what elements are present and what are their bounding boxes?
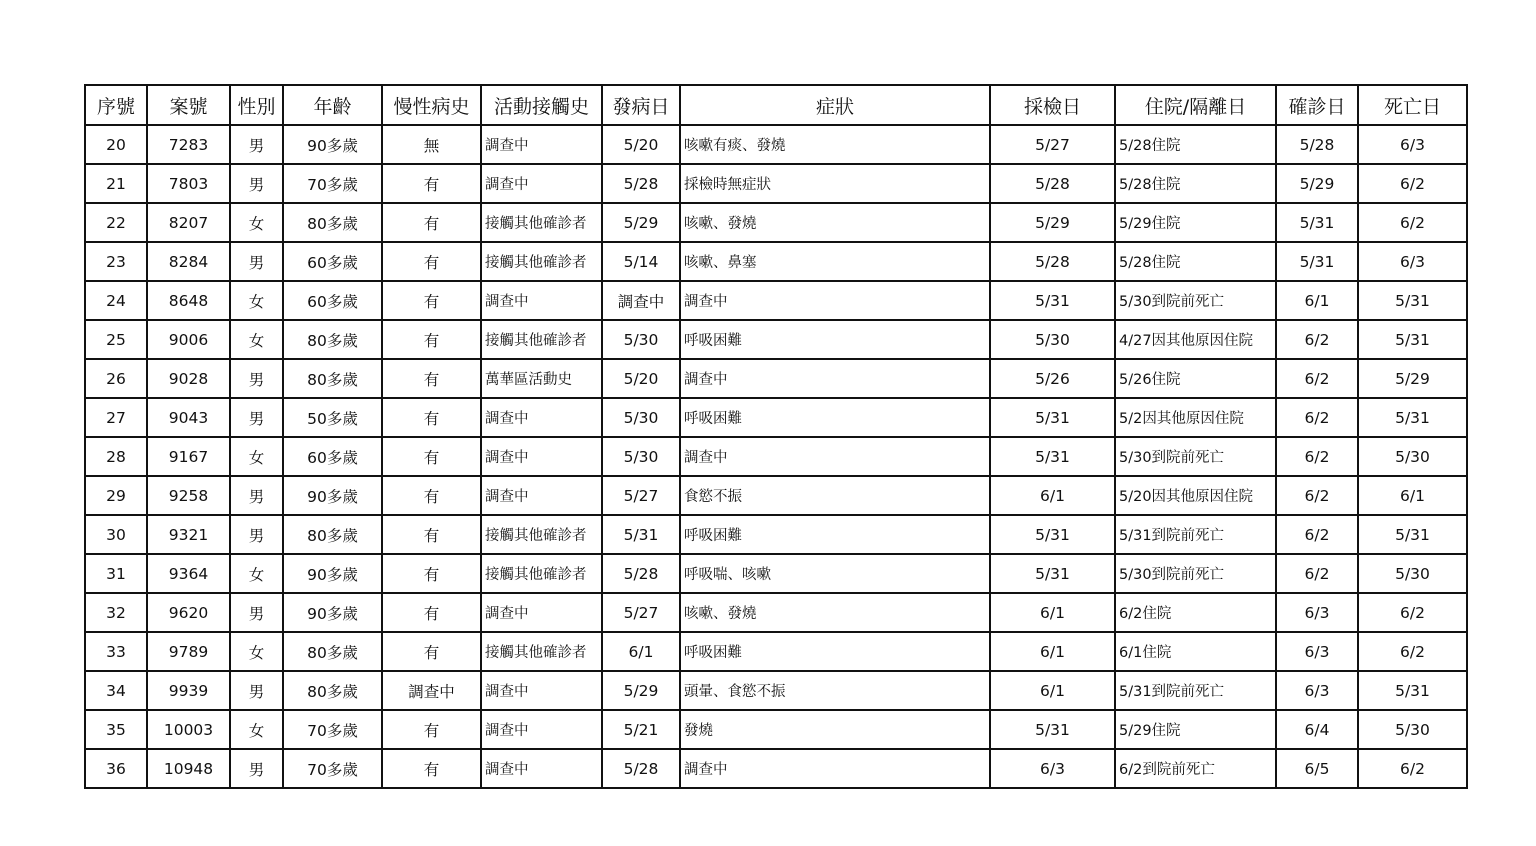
contact-history-cell: 調查中 [481,671,602,710]
table-row [85,593,1467,632]
header-onset-date: 發病日 [602,85,680,125]
case-no-cell: 9258 [147,476,230,515]
header-serial-no: 序號 [85,85,147,125]
table-row [85,632,1467,671]
symptoms-cell: 食慾不振 [680,476,990,515]
header-case-no: 案號 [147,85,230,125]
age-cell: 80多歲 [283,671,382,710]
symptoms-cell: 咳嗽有痰、發燒 [680,125,990,164]
table-header-row [85,85,1467,125]
onset-date-cell: 5/27 [602,476,680,515]
death-date-cell: 5/30 [1358,710,1467,749]
chronic-disease-cell: 有 [382,281,481,320]
confirmed-date-cell: 6/3 [1276,593,1358,632]
test-date-cell: 6/1 [990,671,1115,710]
confirmed-date-cell: 5/28 [1276,125,1358,164]
hospitalization-cell: 6/2到院前死亡 [1115,749,1276,788]
sex-cell: 女 [230,554,283,593]
onset-date-cell: 5/28 [602,164,680,203]
symptoms-cell: 調查中 [680,281,990,320]
table-row [85,203,1467,242]
confirmed-date-cell: 6/2 [1276,398,1358,437]
confirmed-date-cell: 6/2 [1276,359,1358,398]
contact-history-cell: 接觸其他確診者 [481,632,602,671]
hospitalization-cell: 5/28住院 [1115,164,1276,203]
header-sex: 性別 [230,85,283,125]
serial-no-cell: 24 [85,281,147,320]
death-date-cell: 6/2 [1358,632,1467,671]
contact-history-cell: 調查中 [481,710,602,749]
test-date-cell: 5/27 [990,125,1115,164]
table-row [85,242,1467,281]
onset-date-cell: 5/29 [602,671,680,710]
onset-date-cell: 5/20 [602,125,680,164]
sex-cell: 男 [230,749,283,788]
test-date-cell: 5/26 [990,359,1115,398]
confirmed-date-cell: 6/3 [1276,632,1358,671]
age-cell: 80多歲 [283,203,382,242]
hospitalization-cell: 5/28住院 [1115,242,1276,281]
sex-cell: 女 [230,203,283,242]
chronic-disease-cell: 有 [382,554,481,593]
symptoms-cell: 發燒 [680,710,990,749]
death-date-cell: 5/31 [1358,671,1467,710]
case-no-cell: 9043 [147,398,230,437]
contact-history-cell: 調查中 [481,749,602,788]
sex-cell: 女 [230,710,283,749]
death-date-cell: 5/31 [1358,398,1467,437]
onset-date-cell: 調查中 [602,281,680,320]
test-date-cell: 5/31 [990,281,1115,320]
case-no-cell: 8284 [147,242,230,281]
test-date-cell: 5/31 [990,398,1115,437]
onset-date-cell: 6/1 [602,632,680,671]
contact-history-cell: 接觸其他確診者 [481,242,602,281]
sex-cell: 女 [230,281,283,320]
table-row [85,359,1467,398]
symptoms-cell: 呼吸喘、咳嗽 [680,554,990,593]
chronic-disease-cell: 有 [382,359,481,398]
sex-cell: 男 [230,398,283,437]
contact-history-cell: 調查中 [481,476,602,515]
chronic-disease-cell: 調查中 [382,671,481,710]
age-cell: 80多歲 [283,632,382,671]
sex-cell: 女 [230,437,283,476]
contact-history-cell: 調查中 [481,164,602,203]
onset-date-cell: 5/28 [602,554,680,593]
symptoms-cell: 採檢時無症狀 [680,164,990,203]
age-cell: 60多歲 [283,242,382,281]
sex-cell: 男 [230,164,283,203]
symptoms-cell: 咳嗽、鼻塞 [680,242,990,281]
confirmed-date-cell: 6/5 [1276,749,1358,788]
hospitalization-cell: 5/30到院前死亡 [1115,437,1276,476]
hospitalization-cell: 5/28住院 [1115,125,1276,164]
case-no-cell: 8207 [147,203,230,242]
sex-cell: 女 [230,320,283,359]
age-cell: 80多歲 [283,320,382,359]
age-cell: 60多歲 [283,437,382,476]
chronic-disease-cell: 有 [382,242,481,281]
contact-history-cell: 接觸其他確診者 [481,203,602,242]
onset-date-cell: 5/28 [602,749,680,788]
onset-date-cell: 5/30 [602,320,680,359]
age-cell: 90多歲 [283,476,382,515]
symptoms-cell: 呼吸困難 [680,632,990,671]
hospitalization-cell: 5/31到院前死亡 [1115,515,1276,554]
death-cases-table [84,84,1468,789]
serial-no-cell: 29 [85,476,147,515]
serial-no-cell: 35 [85,710,147,749]
test-date-cell: 5/30 [990,320,1115,359]
case-no-cell: 9789 [147,632,230,671]
test-date-cell: 5/31 [990,515,1115,554]
test-date-cell: 5/31 [990,710,1115,749]
confirmed-date-cell: 6/2 [1276,476,1358,515]
confirmed-date-cell: 5/31 [1276,203,1358,242]
confirmed-date-cell: 6/2 [1276,554,1358,593]
contact-history-cell: 萬華區活動史 [481,359,602,398]
sex-cell: 男 [230,515,283,554]
case-no-cell: 7283 [147,125,230,164]
chronic-disease-cell: 無 [382,125,481,164]
confirmed-date-cell: 5/29 [1276,164,1358,203]
symptoms-cell: 頭暈、食慾不振 [680,671,990,710]
case-no-cell: 7803 [147,164,230,203]
chronic-disease-cell: 有 [382,320,481,359]
case-no-cell: 9620 [147,593,230,632]
header-hospitalization-date: 住院/隔離日 [1115,85,1276,125]
death-date-cell: 5/29 [1358,359,1467,398]
case-no-cell: 10948 [147,749,230,788]
chronic-disease-cell: 有 [382,476,481,515]
confirmed-date-cell: 6/2 [1276,515,1358,554]
table-row [85,164,1467,203]
hospitalization-cell: 5/29住院 [1115,710,1276,749]
confirmed-date-cell: 6/3 [1276,671,1358,710]
table-row [85,554,1467,593]
case-no-cell: 9028 [147,359,230,398]
death-date-cell: 6/2 [1358,593,1467,632]
contact-history-cell: 調查中 [481,125,602,164]
chronic-disease-cell: 有 [382,749,481,788]
symptoms-cell: 呼吸困難 [680,398,990,437]
symptoms-cell: 咳嗽、發燒 [680,203,990,242]
confirmed-date-cell: 6/4 [1276,710,1358,749]
symptoms-cell: 呼吸困難 [680,320,990,359]
chronic-disease-cell: 有 [382,632,481,671]
case-no-cell: 9939 [147,671,230,710]
death-date-cell: 6/1 [1358,476,1467,515]
sex-cell: 男 [230,593,283,632]
hospitalization-cell: 5/26住院 [1115,359,1276,398]
table-row [85,281,1467,320]
hospitalization-cell: 6/1住院 [1115,632,1276,671]
header-contact-history: 活動接觸史 [481,85,602,125]
test-date-cell: 5/31 [990,437,1115,476]
hospitalization-cell: 5/20因其他原因住院 [1115,476,1276,515]
table-row [85,749,1467,788]
onset-date-cell: 5/30 [602,437,680,476]
confirmed-date-cell: 6/2 [1276,320,1358,359]
test-date-cell: 6/1 [990,476,1115,515]
test-date-cell: 5/31 [990,554,1115,593]
serial-no-cell: 31 [85,554,147,593]
hospitalization-cell: 5/29住院 [1115,203,1276,242]
age-cell: 90多歲 [283,125,382,164]
onset-date-cell: 5/14 [602,242,680,281]
table-row [85,320,1467,359]
contact-history-cell: 調查中 [481,437,602,476]
test-date-cell: 5/28 [990,242,1115,281]
serial-no-cell: 21 [85,164,147,203]
hospitalization-cell: 4/27因其他原因住院 [1115,320,1276,359]
death-date-cell: 6/3 [1358,242,1467,281]
age-cell: 60多歲 [283,281,382,320]
death-date-cell: 5/31 [1358,281,1467,320]
chronic-disease-cell: 有 [382,203,481,242]
death-date-cell: 6/3 [1358,125,1467,164]
chronic-disease-cell: 有 [382,593,481,632]
death-date-cell: 5/31 [1358,515,1467,554]
age-cell: 70多歲 [283,749,382,788]
contact-history-cell: 調查中 [481,281,602,320]
sex-cell: 男 [230,242,283,281]
header-chronic-disease: 慢性病史 [382,85,481,125]
serial-no-cell: 26 [85,359,147,398]
sex-cell: 男 [230,476,283,515]
confirmed-date-cell: 6/1 [1276,281,1358,320]
case-no-cell: 8648 [147,281,230,320]
serial-no-cell: 30 [85,515,147,554]
case-no-cell: 9167 [147,437,230,476]
test-date-cell: 6/1 [990,632,1115,671]
case-table-sheet [84,84,1466,789]
symptoms-cell: 調查中 [680,749,990,788]
test-date-cell: 5/28 [990,164,1115,203]
serial-no-cell: 25 [85,320,147,359]
serial-no-cell: 27 [85,398,147,437]
death-date-cell: 6/2 [1358,164,1467,203]
symptoms-cell: 呼吸困難 [680,515,990,554]
onset-date-cell: 5/27 [602,593,680,632]
table-row [85,476,1467,515]
serial-no-cell: 33 [85,632,147,671]
symptoms-cell: 調查中 [680,437,990,476]
table-row [85,515,1467,554]
chronic-disease-cell: 有 [382,710,481,749]
death-date-cell: 6/2 [1358,749,1467,788]
contact-history-cell: 調查中 [481,398,602,437]
header-symptoms: 症狀 [680,85,990,125]
test-date-cell: 5/29 [990,203,1115,242]
header-test-date: 採檢日 [990,85,1115,125]
sex-cell: 男 [230,125,283,164]
onset-date-cell: 5/29 [602,203,680,242]
onset-date-cell: 5/31 [602,515,680,554]
table-row [85,398,1467,437]
age-cell: 90多歲 [283,593,382,632]
age-cell: 80多歲 [283,515,382,554]
case-no-cell: 9321 [147,515,230,554]
sex-cell: 男 [230,671,283,710]
death-date-cell: 5/30 [1358,554,1467,593]
onset-date-cell: 5/20 [602,359,680,398]
age-cell: 50多歲 [283,398,382,437]
chronic-disease-cell: 有 [382,437,481,476]
table-row [85,671,1467,710]
test-date-cell: 6/1 [990,593,1115,632]
serial-no-cell: 23 [85,242,147,281]
hospitalization-cell: 5/30到院前死亡 [1115,554,1276,593]
chronic-disease-cell: 有 [382,164,481,203]
header-confirmed-date: 確診日 [1276,85,1358,125]
death-date-cell: 5/31 [1358,320,1467,359]
hospitalization-cell: 5/31到院前死亡 [1115,671,1276,710]
table-body [85,125,1467,788]
sex-cell: 男 [230,359,283,398]
hospitalization-cell: 5/30到院前死亡 [1115,281,1276,320]
serial-no-cell: 28 [85,437,147,476]
test-date-cell: 6/3 [990,749,1115,788]
chronic-disease-cell: 有 [382,515,481,554]
age-cell: 80多歲 [283,359,382,398]
contact-history-cell: 調查中 [481,593,602,632]
table-row [85,437,1467,476]
age-cell: 70多歲 [283,164,382,203]
symptoms-cell: 咳嗽、發燒 [680,593,990,632]
hospitalization-cell: 5/2因其他原因住院 [1115,398,1276,437]
confirmed-date-cell: 6/2 [1276,437,1358,476]
table-row [85,710,1467,749]
case-no-cell: 10003 [147,710,230,749]
serial-no-cell: 36 [85,749,147,788]
symptoms-cell: 調查中 [680,359,990,398]
chronic-disease-cell: 有 [382,398,481,437]
onset-date-cell: 5/30 [602,398,680,437]
contact-history-cell: 接觸其他確診者 [481,320,602,359]
contact-history-cell: 接觸其他確診者 [481,554,602,593]
serial-no-cell: 32 [85,593,147,632]
case-no-cell: 9364 [147,554,230,593]
header-age: 年齡 [283,85,382,125]
serial-no-cell: 20 [85,125,147,164]
header-death-date: 死亡日 [1358,85,1467,125]
serial-no-cell: 22 [85,203,147,242]
contact-history-cell: 接觸其他確診者 [481,515,602,554]
onset-date-cell: 5/21 [602,710,680,749]
age-cell: 90多歲 [283,554,382,593]
death-date-cell: 5/30 [1358,437,1467,476]
confirmed-date-cell: 5/31 [1276,242,1358,281]
sex-cell: 女 [230,632,283,671]
age-cell: 70多歲 [283,710,382,749]
case-no-cell: 9006 [147,320,230,359]
table-row [85,125,1467,164]
hospitalization-cell: 6/2住院 [1115,593,1276,632]
serial-no-cell: 34 [85,671,147,710]
death-date-cell: 6/2 [1358,203,1467,242]
